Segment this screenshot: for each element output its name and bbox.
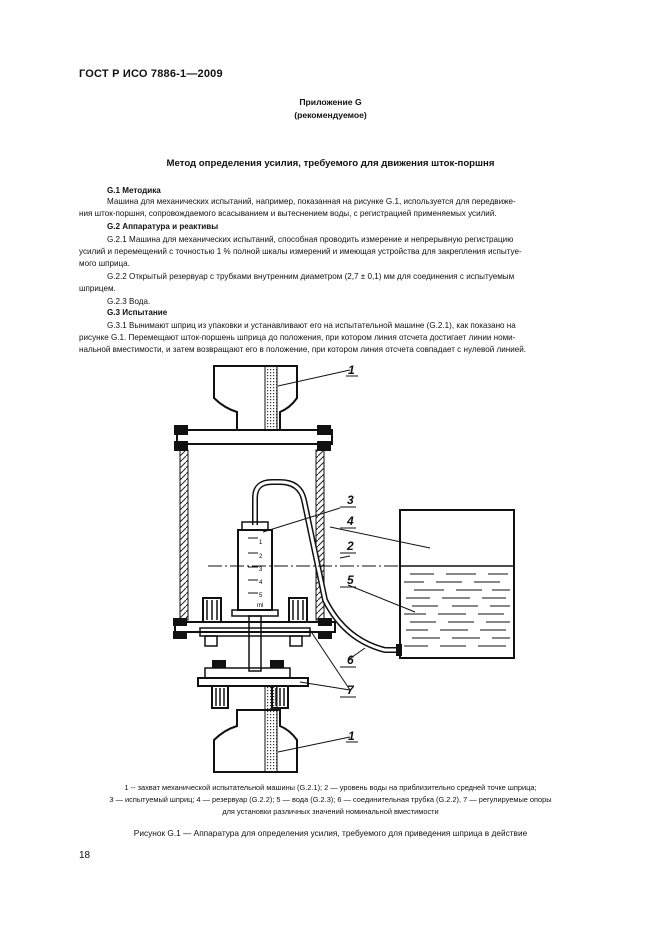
annex-title: Приложение G: [299, 97, 362, 107]
annex-status: (рекомендуемое): [294, 110, 367, 120]
paragraph-g21-line1: G.2.1 Машина для механических испытаний, способная проводить измерение и непрерывную регистрацию: [107, 235, 514, 244]
scale-mark-2: 2: [259, 554, 263, 560]
plunger-rod: [249, 616, 261, 671]
syringe: [232, 522, 278, 616]
callout-4: 4: [347, 514, 354, 528]
figure-caption: Рисунок G.1 — Аппаратура для определения усилия, требуемого для приведения шприца в действие: [133, 828, 528, 838]
scale-mark-5: 5: [259, 593, 263, 599]
paragraph-g31-line2: рисунке G.1. Перемещают шток-поршень шприца до положения, при котором линия отсчета достигает линии номи-: [79, 333, 516, 342]
water-hatching: [404, 574, 510, 646]
paragraph-g1-line1: Машина для механических испытаний, например, показанная на рисунке G.1, используется для передвиже-: [107, 197, 516, 206]
paragraph-g21-line3: мого шприца.: [79, 259, 130, 268]
callout-7: 7: [347, 683, 354, 697]
callout-5: 5: [347, 573, 354, 587]
page-number: 18: [79, 850, 91, 861]
figure-legend-line1: 1 -- захват механической испытательной машины (G.2.1); 2 — уровень воды на приблизительно средней точке шприца;: [124, 783, 537, 792]
callout-1-bottom: 1: [348, 729, 355, 743]
callout-6: 6: [347, 653, 354, 667]
paragraph-g22-line2: шприцем.: [79, 284, 116, 293]
section-title: Метод определения усилия, требуемого для движения шток-поршня: [166, 158, 495, 169]
heading-g1: G.1 Методика: [107, 186, 161, 195]
paragraph-g22-line1: G.2.2 Открытый резервуар с трубками внутренним диаметром (2,7 ± 0,1) мм для соединения с испытуемым: [107, 272, 515, 281]
paragraph-g21-line2: усилий и перемещений с точностью 1 % полной шкалы измерений и имеющая устройства для закрепления испытуе-: [79, 247, 522, 256]
paragraph-g1-line2: ния шток-поршня, сопровождаемого всасыванием и вытеснением воды, с регистрацией применяемых усилий.: [79, 209, 497, 218]
paragraph-g31-line3: нальной вместимости, и затем возвращают его в положение, при котором линия отсчета совпадает с нулевой линией.: [79, 345, 527, 354]
scale-mark-3: 3: [259, 567, 263, 573]
top-crossbar: [174, 425, 332, 451]
callout-2: 2: [347, 539, 354, 553]
document-header: ГОСТ Р ИСО 7886-1—2009: [79, 68, 223, 80]
scale-unit: ml: [257, 603, 264, 609]
paragraph-g31-line1: G.3.1 Вынимают шприц из упаковки и устанавливают его на испытательной машине (G.2.1), как показано на: [107, 321, 516, 330]
middle-plate: [173, 618, 335, 646]
paragraph-g23: G.2.3 Вода.: [107, 297, 151, 306]
figure-g1-apparatus: [0, 355, 661, 775]
reservoir: [396, 510, 514, 658]
heading-g3: G.3 Испытание: [107, 308, 168, 317]
callout-1-top: 1: [348, 363, 355, 377]
callout-3: 3: [347, 493, 354, 507]
top-grip: [214, 366, 297, 430]
scale-mark-1: 1: [259, 540, 263, 546]
figure-legend-line2: 3 — испытуемый шприц; 4 — резервуар (G.2.2); 5 — вода (G.2.3); 6 — соединительная трубка (G.2.2), 7 — регулируемые опоры: [109, 795, 552, 804]
figure-legend-line3: для установки различных значений номинальной вместимости: [222, 807, 439, 816]
adjustable-supports: [198, 660, 308, 708]
scale-mark-4: 4: [259, 580, 263, 586]
heading-g2: G.2 Аппаратура и реактивы: [107, 222, 219, 231]
threaded-rods: [180, 450, 324, 620]
